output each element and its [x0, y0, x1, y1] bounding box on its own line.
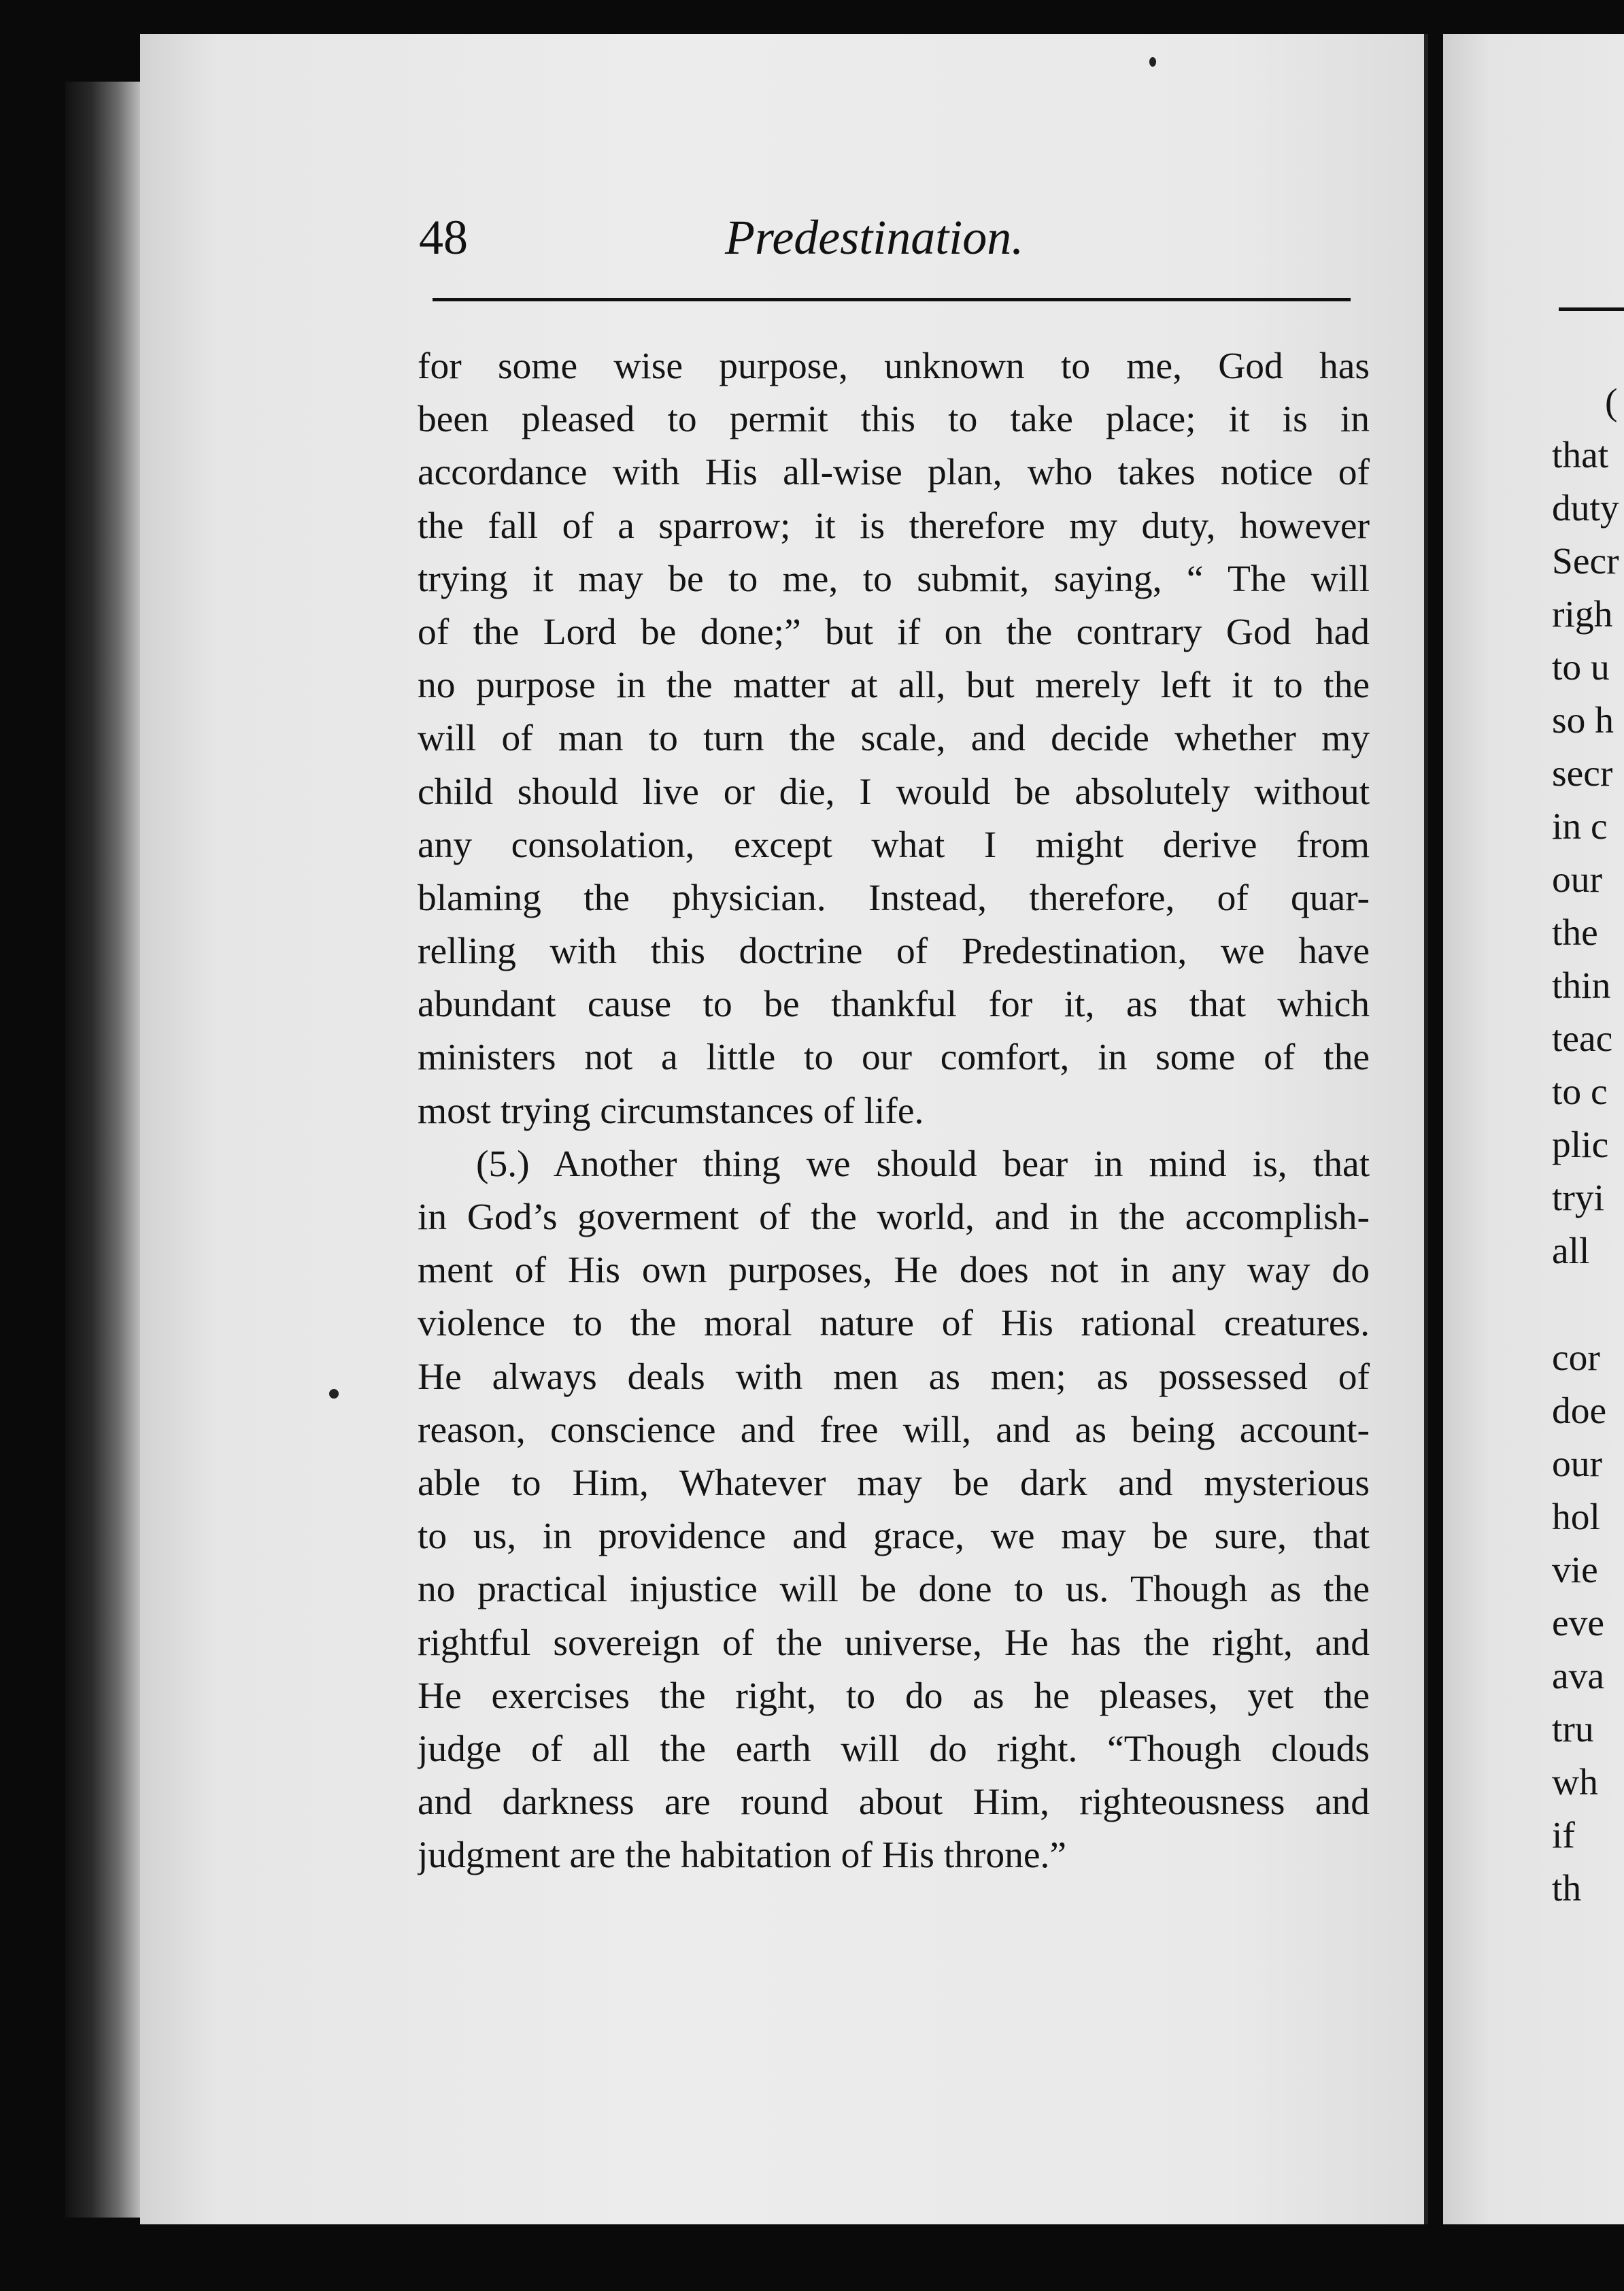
- facing-text-fragment: to u: [1552, 647, 1610, 688]
- text-line: violence to the moral nature of His rational creatures.: [418, 1303, 1370, 1345]
- text-line: (5.) Another thing we should bear in mind is, that: [476, 1143, 1370, 1185]
- text-line: relling with this doctrine of Predestination, we have: [418, 931, 1370, 973]
- facing-text-fragment: thin: [1552, 965, 1611, 1007]
- page-number: 48: [419, 210, 468, 265]
- facing-text-fragment: tryi: [1552, 1177, 1605, 1219]
- facing-page: [1443, 34, 1624, 2224]
- text-line: been pleased to permit this to take place; it is in: [418, 399, 1370, 441]
- text-line: child should live or die, I would be absolutely without: [418, 771, 1370, 813]
- running-title: Predestination.: [725, 210, 1024, 265]
- facing-text-fragment: ava: [1552, 1656, 1605, 1697]
- page-header: [419, 204, 1352, 279]
- facing-text-fragment: our: [1552, 859, 1602, 901]
- facing-text-fragment: all: [1552, 1231, 1590, 1272]
- facing-text-fragment: vie: [1552, 1550, 1598, 1591]
- facing-text-fragment: wh: [1552, 1762, 1598, 1803]
- facing-text-fragment: tru: [1552, 1709, 1594, 1750]
- text-line: ment of His own purposes, He does not in any way do: [418, 1250, 1370, 1292]
- text-line: judgment are the habitation of His throne.”: [418, 1835, 1067, 1877]
- facing-text-fragment: if: [1552, 1815, 1575, 1856]
- ink-speck: [329, 1389, 339, 1399]
- text-line: of the Lord be done;” but if on the contrary God had: [418, 611, 1370, 653]
- facing-text-fragment: righ: [1552, 594, 1613, 635]
- header-rule: [433, 298, 1351, 301]
- text-line: most trying circumstances of life.: [418, 1090, 924, 1132]
- text-line: in God’s goverment of the world, and in the accomplish-: [418, 1197, 1370, 1238]
- text-line: the fall of a sparrow; it is therefore my duty, however: [418, 505, 1370, 547]
- text-line: to us, in providence and grace, we may be sure, that: [418, 1516, 1370, 1558]
- facing-text-fragment: (: [1605, 382, 1618, 423]
- text-line: rightful sovereign of the universe, He has the right, and: [418, 1622, 1370, 1664]
- text-line: and darkness are round about Him, righteousness and: [418, 1782, 1370, 1824]
- text-line: abundant cause to be thankful for it, as that which: [418, 984, 1370, 1026]
- text-line: no purpose in the matter at all, but merely left it to the: [418, 665, 1370, 707]
- text-line: judge of all the earth will do right. “Though clouds: [418, 1728, 1370, 1770]
- text-line: ministers not a little to our comfort, in some of the: [418, 1037, 1370, 1079]
- facing-text-fragment: so h: [1552, 700, 1614, 741]
- facing-text-fragment: secr: [1552, 753, 1613, 795]
- facing-text-fragment: Secr: [1552, 541, 1619, 582]
- text-line: blaming the physician. Instead, therefore, of quar-: [418, 877, 1370, 919]
- text-line: He always deals with men as men; as possessed of: [418, 1356, 1370, 1398]
- facing-text-fragment: duty: [1552, 488, 1619, 529]
- ink-speck: [1149, 57, 1156, 67]
- facing-text-fragment: hol: [1552, 1496, 1600, 1538]
- facing-text-fragment: plic: [1552, 1124, 1609, 1166]
- facing-text-fragment: th: [1552, 1868, 1582, 1909]
- facing-text-fragment: doe: [1552, 1390, 1607, 1432]
- facing-text-fragment: that: [1552, 435, 1609, 476]
- text-line: for some wise purpose, unknown to me, God has: [418, 346, 1370, 387]
- book-spine-shadow: [65, 82, 140, 2218]
- facing-header-rule: [1559, 307, 1624, 311]
- text-line: any consolation, except what I might derive from: [418, 824, 1370, 866]
- text-line: reason, conscience and free will, and as being account-: [418, 1409, 1370, 1451]
- text-line: able to Him, Whatever may be dark and mysterious: [418, 1462, 1370, 1504]
- body-text: [418, 340, 1370, 1882]
- facing-text-fragment: eve: [1552, 1603, 1605, 1644]
- facing-text-fragment: teac: [1552, 1018, 1613, 1060]
- text-line: no practical injustice will be done to us. Though as the: [418, 1569, 1370, 1611]
- facing-text-fragment: the: [1552, 912, 1598, 954]
- facing-text-fragment: our: [1552, 1443, 1602, 1485]
- text-line: He exercises the right, to do as he pleases, yet the: [418, 1675, 1370, 1717]
- facing-text-fragment: to c: [1552, 1071, 1608, 1113]
- text-line: will of man to turn the scale, and decide whether my: [418, 718, 1370, 760]
- text-line: trying it may be to me, to submit, saying, “ The will: [418, 558, 1370, 600]
- facing-text-fragment: cor: [1552, 1337, 1600, 1379]
- text-line: accordance with His all-wise plan, who takes notice of: [418, 452, 1370, 494]
- facing-text-fragment: in c: [1552, 806, 1608, 848]
